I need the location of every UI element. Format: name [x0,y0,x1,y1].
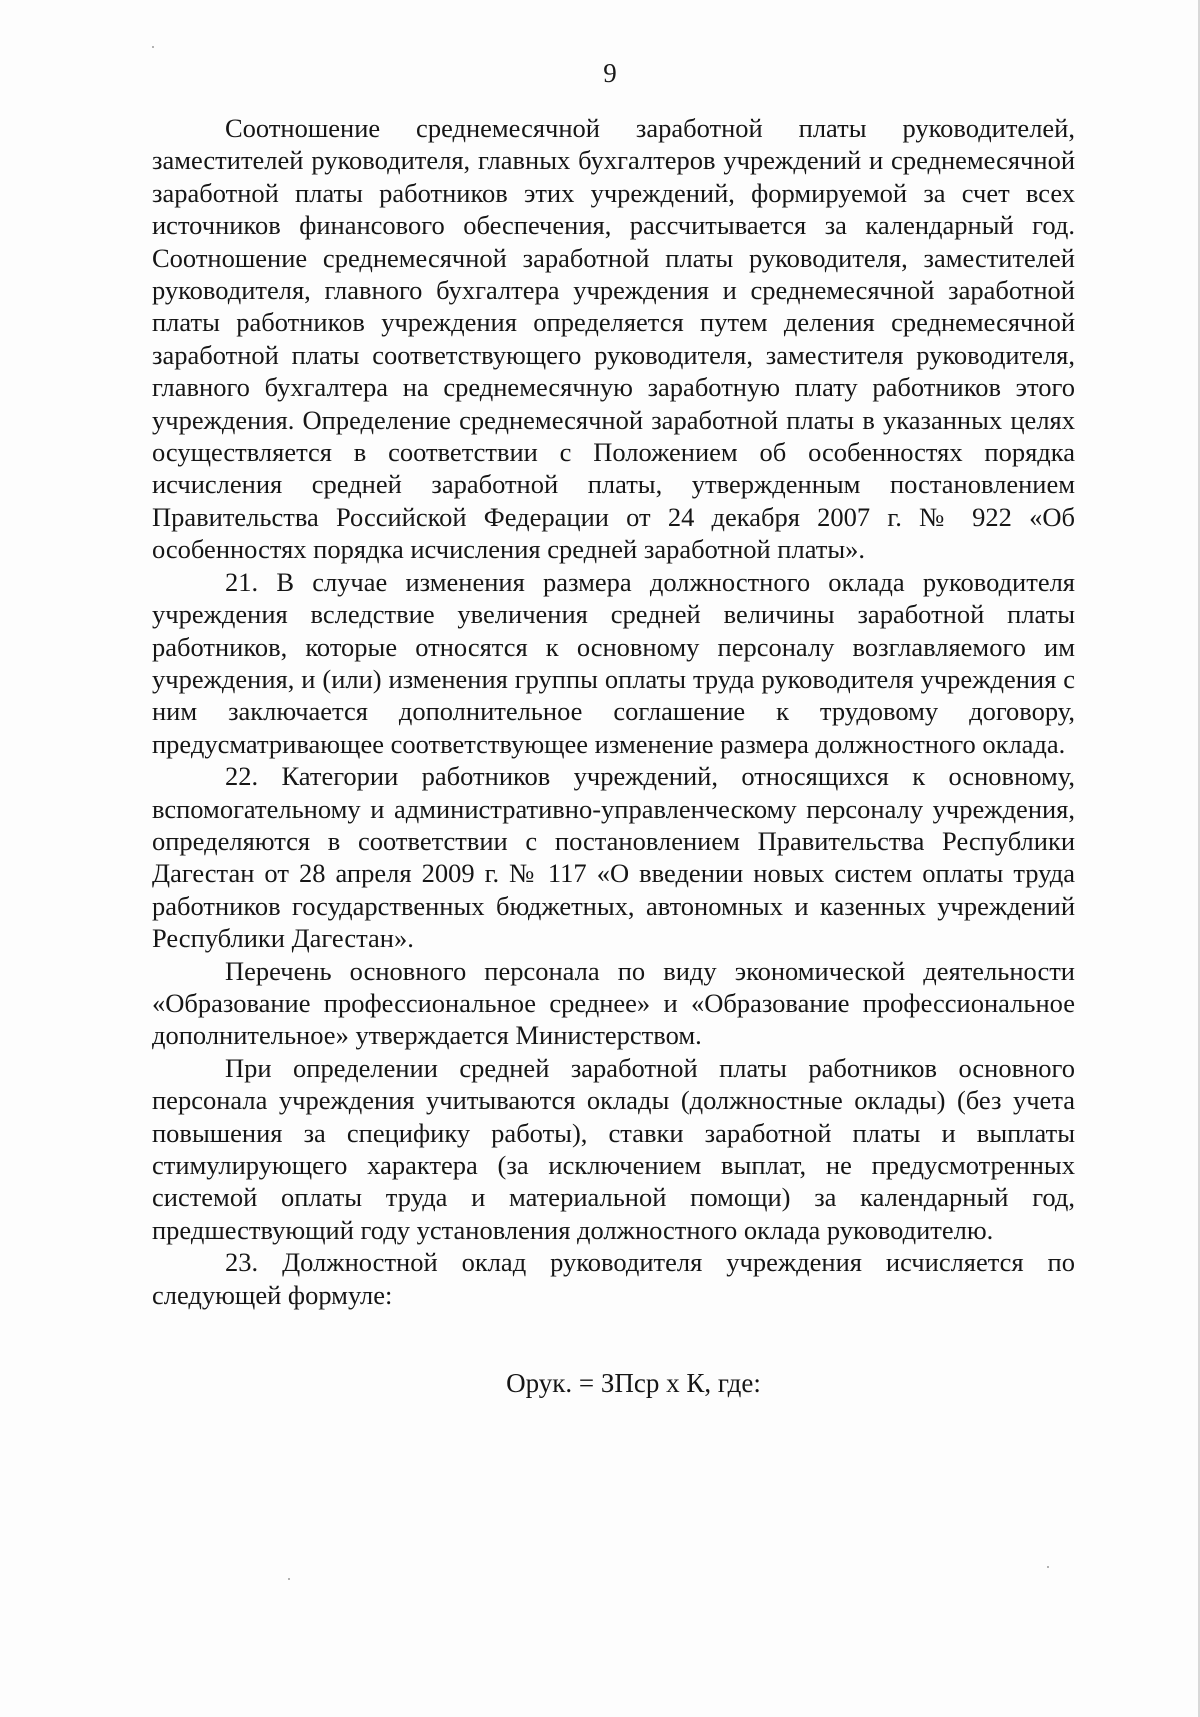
scan-speck [152,46,154,48]
paragraph-average-salary: При определении средней заработной платы работников основного персонала учреждения учитываются оклады (должностные оклады) (без учета повышения за специфику работы), ставки заработной платы и выплаты стимулирующего характера (за исключением выплат, не предусмотренных системой оплаты труда и материальной помощи) за календарный год, предшествующий году установления должностного оклада руководителю. [152,1052,1075,1245]
salary-formula: Орук. = ЗПср х К, где: [506,1368,761,1399]
paragraph-main-staff-list: Перечень основного персонала по виду экономической деятельности «Образование профессиональное среднее» и «Образование профессиональное дополнительное» утверждается Министерством. [152,955,1075,1051]
paragraph-salary-ratio: Соотношение среднемесячной заработной платы руководителей, заместителей руководителя, главных бухгалтеров учреждений и среднемесячной заработной платы работников этих учреждений, формируемой за счет всех источников финансового обеспечения, рассчитывается за календарный год. Соотношение среднемесячной заработной платы руководителя, заместителей руководителя, главного бухгалтера учреждения и среднемесячной заработной платы работников учреждения определяется путем деления среднемесячной заработной платы соответствующего руководителя, заместителя руководителя, главного бухгалтера на среднемесячную заработную плату работников этого учреждения. Определение среднемесячной заработной платы в указанных целях осуществляется в соответствии с Положением об особенностях порядка исчисления средней заработной платы, утвержденным постановлением Правительства Российской Федерации от 24 декабря 2007 г. № 922 «Об особенностях порядка исчисления средней заработной платы». [152,113,1075,565]
paragraph-21: 21. В случае изменения размера должностного оклада руководителя учреждения вследствие увеличения средней величины заработной платы работников, которые относятся к основному персоналу возглавляемого им учреждения, и (или) изменения группы оплаты труда руководителя учреждения с ним заключается дополнительное соглашение к трудовому договору, предусматривающее соответствующее изменение размера должностного оклада. [152,566,1075,759]
paragraph-22: 22. Категории работников учреждений, относящихся к основному, вспомогательному и административно-управленческому персоналу учреждения, определяются в соответствии с постановлением Правительства Республики Дагестан от 28 апреля 2009 г. № 117 «О введении новых систем оплаты труда работников государственных бюджетных, автономных и казенных учреждений Республики Дагестан». [152,761,1075,954]
scan-speck [288,1578,290,1580]
scan-speck [1047,1566,1049,1568]
document-body [152,112,1075,1399]
paragraph-23: 23. Должностной оклад руководителя учреждения исчисляется по следующей формуле: [152,1247,1075,1310]
page-number: 9 [603,58,617,88]
